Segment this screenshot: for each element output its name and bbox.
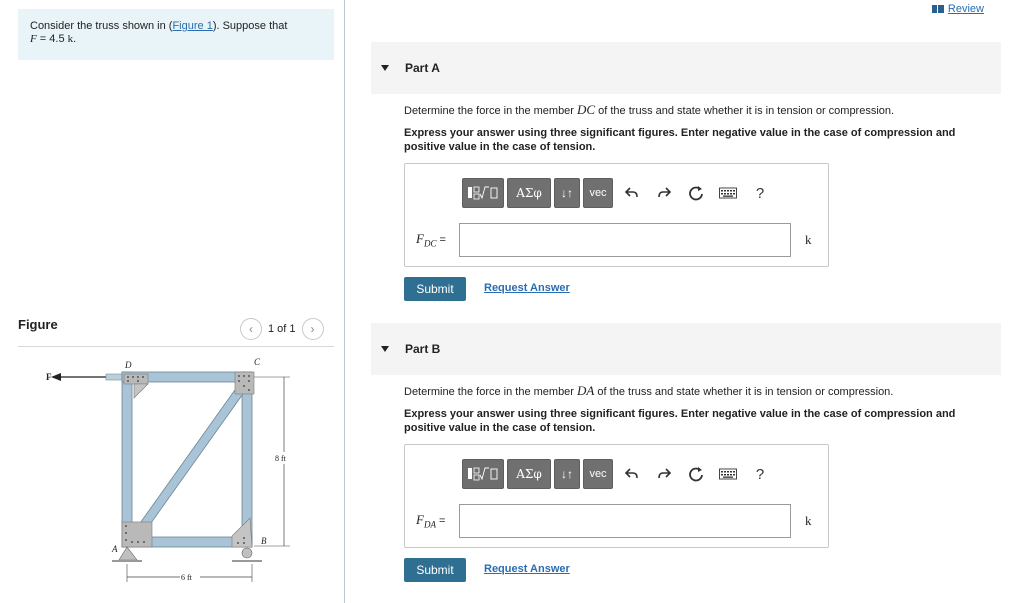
part-b-answer-box [404, 444, 829, 548]
caret-down-icon [381, 346, 389, 352]
keyboard-button[interactable] [712, 178, 744, 208]
node-a-label: A [112, 544, 118, 554]
part-b [371, 323, 1001, 577]
force-period: . [73, 33, 77, 45]
redo-button[interactable] [648, 178, 680, 208]
part-a-request-answer-link[interactable]: Request Answer [484, 282, 570, 294]
templates-icon [467, 466, 499, 482]
part-b-title: Part B [405, 342, 441, 356]
keyboard-icon [719, 468, 737, 480]
reset-icon [688, 466, 704, 482]
pager-count: 1 of 1 [268, 323, 296, 335]
question-text-end: of the truss and state whether it is in tension or compression. [594, 386, 894, 398]
chevron-left-icon: ‹ [249, 322, 253, 336]
answer-unit: k [805, 232, 812, 247]
answer-unit: k [805, 513, 812, 528]
figure-link[interactable]: Figure 1 [172, 20, 213, 32]
help-button[interactable]: ? [755, 184, 765, 202]
templates-button[interactable] [462, 459, 504, 489]
review-link[interactable] [932, 3, 984, 15]
node-b-label: B [261, 536, 267, 546]
math-toolbar [462, 459, 776, 489]
vector-button[interactable]: vec [583, 178, 613, 208]
gusset-d [124, 374, 148, 384]
reset-icon [688, 185, 704, 201]
intro-text-after: ). Suppose that [212, 20, 288, 32]
question-text: Determine the force in the member [404, 105, 578, 117]
undo-icon [625, 467, 639, 481]
book-icon [932, 5, 944, 13]
templates-button[interactable] [462, 178, 504, 208]
review-label: Review [947, 3, 984, 15]
force-var: F [30, 33, 37, 45]
question-text: Determine the force in the member [404, 386, 578, 398]
force-label: F [46, 372, 52, 382]
keyboard-button[interactable] [712, 459, 744, 489]
math-toolbar [462, 178, 776, 208]
greek-symbols-button[interactable]: ΑΣφ [507, 459, 551, 489]
part-b-header[interactable] [371, 323, 1001, 375]
answer-variable-label [416, 512, 445, 530]
next-figure-button[interactable] [302, 318, 324, 340]
vector-button[interactable]: vec [583, 459, 613, 489]
member-name: DA [577, 383, 595, 398]
chevron-right-icon: › [310, 322, 315, 336]
force-arrow-head [51, 373, 61, 381]
member-da [122, 372, 132, 547]
var-main: F [416, 512, 424, 527]
question-text-end: of the truss and state whether it is in tension or compression. [595, 105, 895, 117]
part-b-instructions: Express your answer using three significant figures. Enter negative value in the case of compression and positive value in the case of tension. [404, 408, 956, 434]
sort-button[interactable]: ↓↑ [554, 459, 580, 489]
dim-width-label: 6 ft [181, 573, 192, 582]
figure-pager [240, 318, 324, 340]
var-main: F [416, 231, 424, 246]
redo-button[interactable] [648, 459, 680, 489]
part-a-header[interactable] [371, 42, 1001, 94]
undo-button[interactable] [616, 178, 648, 208]
part-a [371, 42, 1001, 296]
intro-text: Consider the truss shown in ( [30, 20, 173, 32]
reset-button[interactable] [680, 459, 712, 489]
force-unit: k [67, 33, 74, 45]
greek-symbols-button[interactable]: ΑΣφ [507, 178, 551, 208]
part-a-title: Part A [405, 61, 440, 75]
var-subscript: DC [423, 238, 437, 249]
part-a-answer-input[interactable] [459, 223, 791, 257]
part-a-submit-button[interactable]: Submit [404, 277, 466, 301]
member-name: DC [577, 102, 596, 117]
part-b-answer-input[interactable] [459, 504, 791, 538]
part-b-request-answer-link[interactable]: Request Answer [484, 563, 570, 575]
node-c-label: C [254, 357, 261, 367]
templates-icon [467, 185, 499, 201]
reset-button[interactable] [680, 178, 712, 208]
part-b-question [404, 384, 994, 399]
caret-down-icon [381, 65, 389, 71]
redo-icon [657, 186, 671, 200]
undo-icon [625, 186, 639, 200]
sort-button[interactable]: ↓↑ [554, 178, 580, 208]
member-ac [128, 380, 250, 544]
help-button[interactable]: ? [755, 465, 765, 483]
prev-figure-button[interactable] [240, 318, 262, 340]
equals-sign: = [435, 515, 446, 527]
dim-height-label: 8 ft [275, 454, 286, 463]
figure-title: Figure [18, 317, 58, 332]
redo-icon [657, 467, 671, 481]
force-cable [106, 374, 122, 380]
support-b [242, 548, 252, 558]
figure-divider [18, 346, 334, 347]
part-a-instructions: Express your answer using three significant figures. Enter negative value in the case of compression and positive value in the case of tension. [404, 127, 956, 153]
part-b-submit-button[interactable]: Submit [404, 558, 466, 582]
truss-diagram [18, 350, 318, 595]
var-subscript: DA [423, 519, 436, 530]
answer-variable-label [416, 231, 446, 249]
keyboard-icon [719, 187, 737, 199]
support-a [119, 547, 137, 560]
force-eq: = 4.5 [36, 33, 68, 45]
part-a-answer-box [404, 163, 829, 267]
node-d-label: D [125, 360, 132, 370]
problem-statement [18, 9, 334, 60]
undo-button[interactable] [616, 459, 648, 489]
part-a-question [404, 103, 994, 118]
equals-sign: = [436, 234, 446, 246]
gusset-d-lower [134, 384, 148, 398]
left-panel [0, 0, 345, 603]
